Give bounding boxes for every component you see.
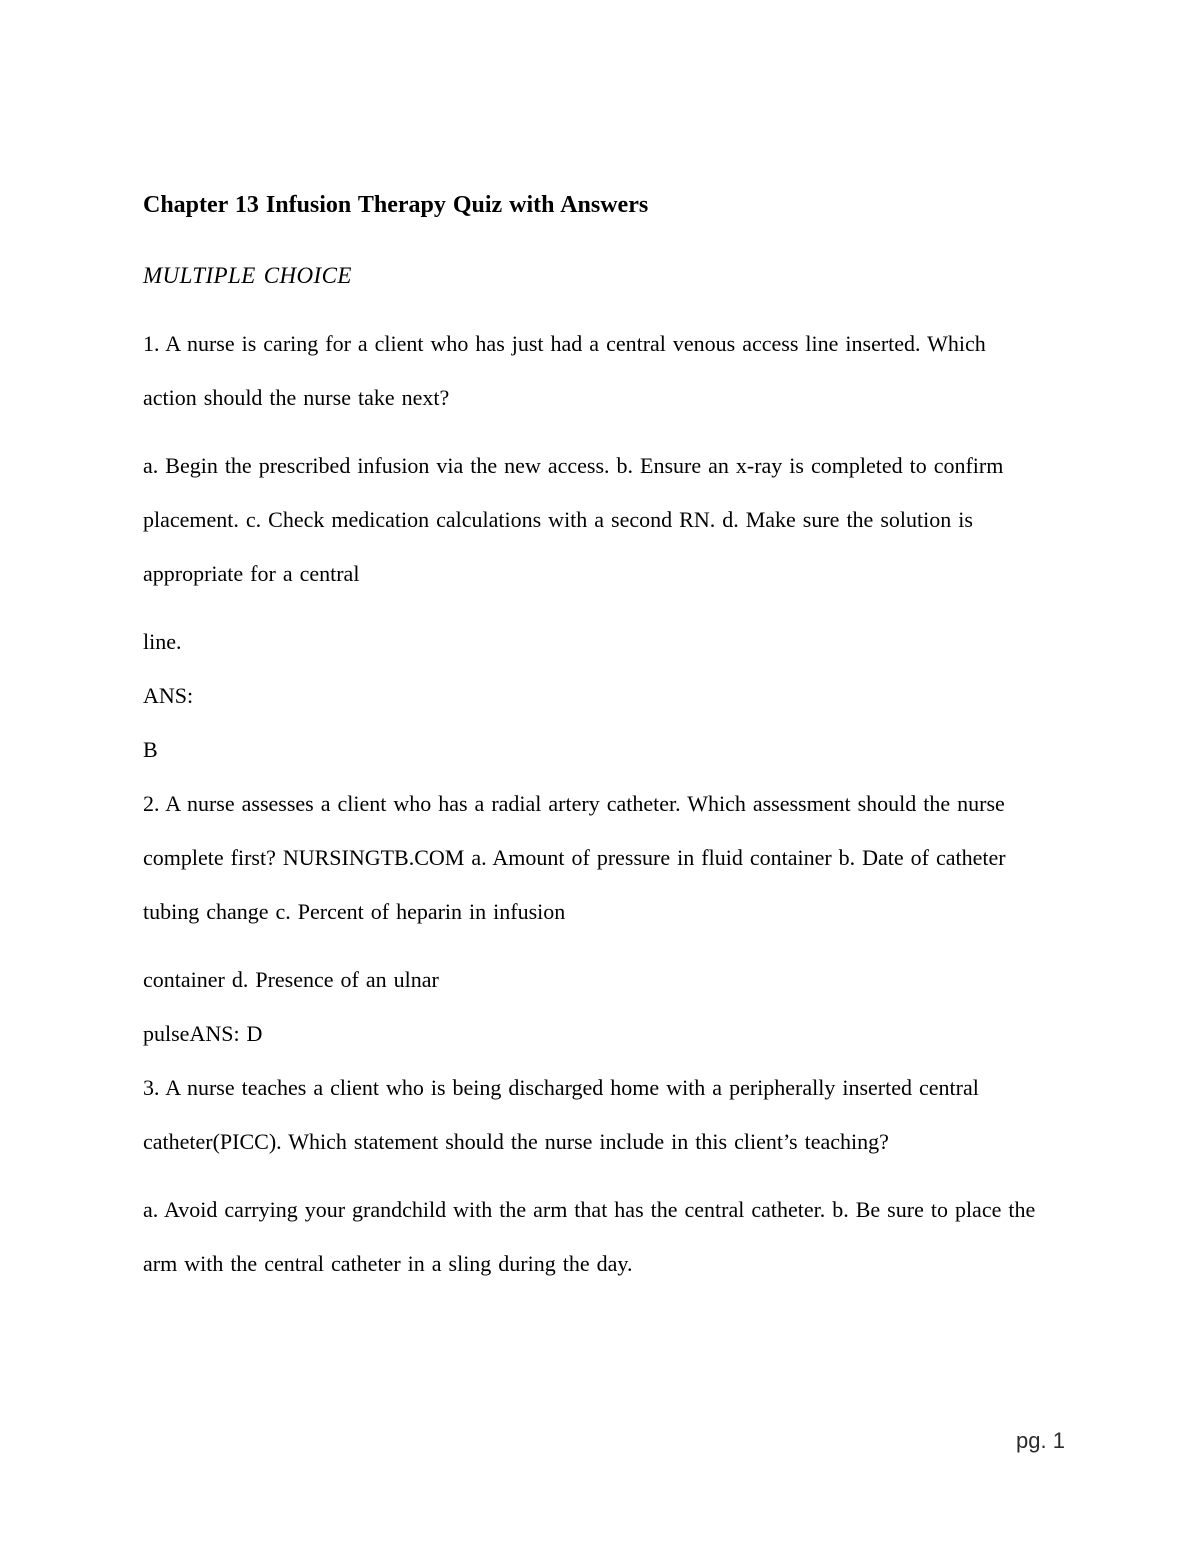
question-1-line: 1. A nurse is caring for a client who has just had a central venous access line inserted. Which <box>143 331 986 356</box>
question-1-line: action should the nurse take next? <box>143 385 450 410</box>
question-1-options-line: a. Begin the prescribed infusion via the new access. b. Ensure an x-ray is completed to confirm <box>143 453 1004 478</box>
question-2-end-and-question-3-line: catheter(PICC). Which statement should the nurse include in this client’s teaching? <box>143 1129 889 1154</box>
question-1 <box>143 317 1103 425</box>
question-1-answer-and-question-2-line: line. <box>143 629 182 654</box>
document-title-line: Chapter 13 Infusion Therapy Quiz with Answers <box>143 192 649 218</box>
question-2-end-and-question-3-line: 3. A nurse teaches a client who is being discharged home with a peripherally inserted central <box>143 1075 979 1100</box>
question-1-answer-and-question-2-line: complete first? NURSINGTB.COM a. Amount of pressure in fluid container b. Date of catheter <box>143 845 1006 870</box>
question-2-end-and-question-3-line: pulseANS: D <box>143 1021 263 1046</box>
question-1-answer-and-question-2-line: B <box>143 737 158 762</box>
question-1-answer-and-question-2 <box>143 615 1103 939</box>
question-1-options <box>143 439 1103 601</box>
question-2-end-and-question-3-line: container d. Presence of an ulnar <box>143 967 439 992</box>
page-number: pg. 1 <box>1016 1428 1065 1453</box>
question-1-answer-and-question-2-line: tubing change c. Percent of heparin in infusion <box>143 899 566 924</box>
question-2-end-and-question-3 <box>143 953 1103 1169</box>
section-heading-line: MULTIPLE CHOICE <box>143 263 352 288</box>
question-1-options-line: placement. c. Check medication calculations with a second RN. d. Make sure the solution is <box>143 507 973 532</box>
question-1-options-line: appropriate for a central <box>143 561 360 586</box>
document-title <box>143 178 1103 232</box>
question-3-options-line: a. Avoid carrying your grandchild with the arm that has the central catheter. b. Be sure to place the <box>143 1197 1036 1222</box>
question-3-options-line: arm with the central catheter in a sling during the day. <box>143 1251 633 1276</box>
question-1-answer-and-question-2-line: ANS: <box>143 683 194 708</box>
question-3-options <box>143 1183 1103 1291</box>
section-heading <box>143 249 1103 303</box>
question-1-answer-and-question-2-line: 2. A nurse assesses a client who has a radial artery catheter. Which assessment should the nurse <box>143 791 1005 816</box>
document-body <box>143 178 1103 1305</box>
